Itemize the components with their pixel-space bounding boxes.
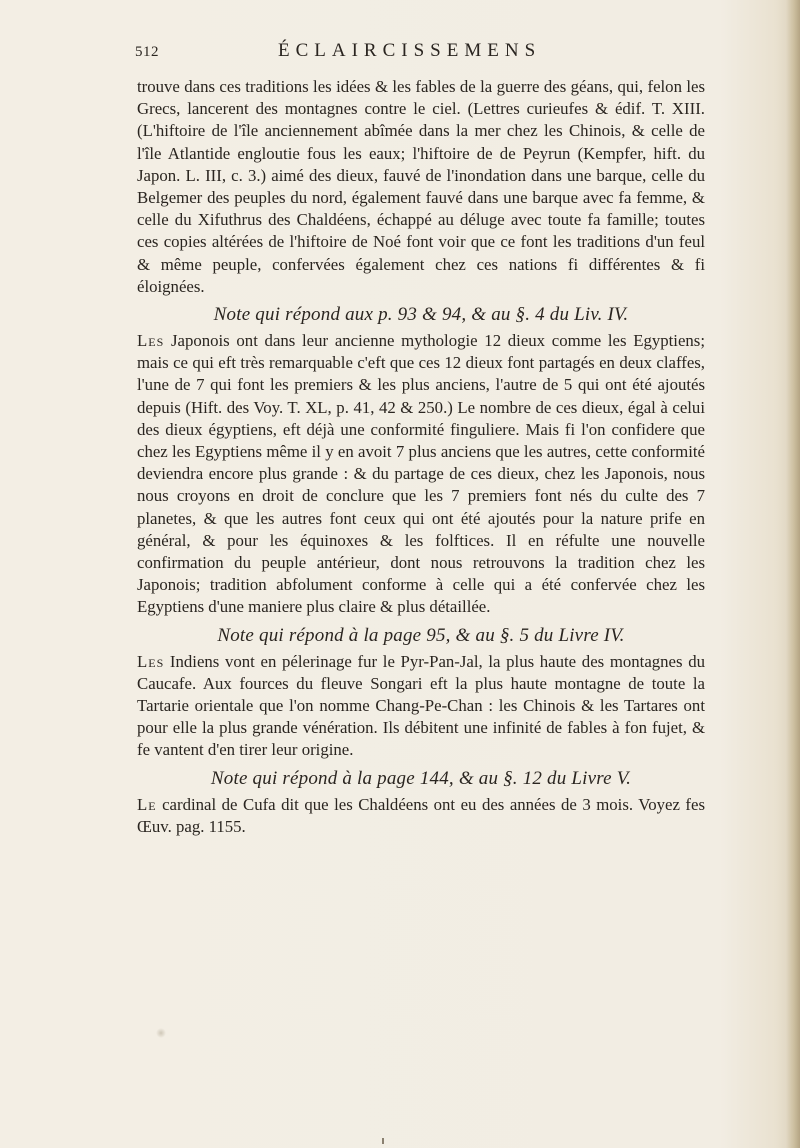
page-header [135, 40, 705, 66]
page-number: 512 [135, 44, 159, 60]
page-edge-shadow [786, 0, 800, 1148]
paper-speck [156, 1028, 166, 1038]
paragraph-text: cardinal de Cufa dit que les Chaldéens ont eu des années de 3 mois. Voyez fes Œuv. pag. 1155. [137, 794, 705, 836]
running-title: ÉCLAIRCISSEMENS [278, 40, 542, 61]
lead-word: Les [137, 651, 165, 671]
lead-word: Les [137, 331, 165, 351]
note-heading-liv-v-144: Note qui répond à la page 144, & au §. 12 du Livre V. [210, 767, 632, 789]
lead-word: Le [137, 794, 157, 814]
paragraph-indiens [137, 651, 705, 762]
paragraph-continuation: trouve dans ces traditions les idées & les fables de la guerre des géans, qui, felon les Grecs, lancerent des montagnes contre le ciel. (Lettres curieufes & édif. T. XIII. (L'hiftoire de l'île anciennement abîmée dans la mer chez les Chinois, & celle de l'île Atlantide engloutie fous les eaux; l'hiftoire de de Peyrun (Kempfer, hift. du Japon. L. III, c. 3.) aimé des dieux, fauvé de l'inondation dans une barque, celle du Belgemer des peuples du nord, également fauvé dans une barque avec fa femme, & celle du Xifuthrus des Chaldéens, échappé au déluge avec toute fa famille; toutes ces copies altérées de l'hiftoire de Noé font voir que ce font les traditions d'un feul & même peuple, confervées également chez ces nations fi différentes & fi éloignées. [137, 77, 705, 296]
paragraph-text: Indiens vont en pélerinage fur le Pyr-Pan-Jal, la plus haute des montagnes du Caucafe. Aux fources du fleuve Songari eft la plus haute montagne de toute la Tartarie orientale que l'on nomme Chang-Pe-Chan : les Chinois & les Tartares ont pour elle la plus grande vénération. Ils débitent une infinité de fables à fon fujet, & fe vantent d'en tirer leur origine. [137, 651, 705, 760]
footer-mark [382, 1138, 384, 1144]
note-heading-liv-iv-93: Note qui répond aux p. 93 & 94, & au §. 4 du Liv. IV. [213, 304, 629, 326]
note-heading-liv-iv-95: Note qui répond à la page 95, & au §. 5 du Livre IV. [217, 624, 625, 646]
page-body [137, 76, 705, 838]
paragraph-japonois [137, 330, 705, 619]
paragraph-text: Japonois ont dans leur ancienne mythologie 12 dieux comme les Egyptiens; mais ce qui eft très remarquable c'eft que ces 12 dieux font partagés en deux claffes, l'une de 7 qui font les premiers & les plus anciens, l'autre de 5 qui ont été ajoutés depuis (Hift. des Voy. T. XL, p. 41, 42 & 250.) Le nombre de ces dieux, égal à celui des dieux égyptiens, eft déjà une conformité finguliere. Mais fi l'on confidere que chez les Egyptiens même il y en avoit 7 plus anciens que les autres, cette conformité deviendra encore plus grande : & du partage de ces dieux, chez les Japonois, nous nous croyons en droit de conclure que les 7 premiers font nés du culte des 7 planetes, & que les autres font ceux qui ont été ajoutés pour la nature prife en général, & pour les équinoxes & les folftices. Il en réfulte une nouvelle confirmation du peuple antérieur, dont nous retrouvons la tradition chez les Japonois; tradition abfolument conforme à celle qui a été confervée chez les Egyptiens d'une maniere plus claire & plus détaillée. [137, 331, 705, 617]
paragraph-cufa [137, 794, 705, 838]
